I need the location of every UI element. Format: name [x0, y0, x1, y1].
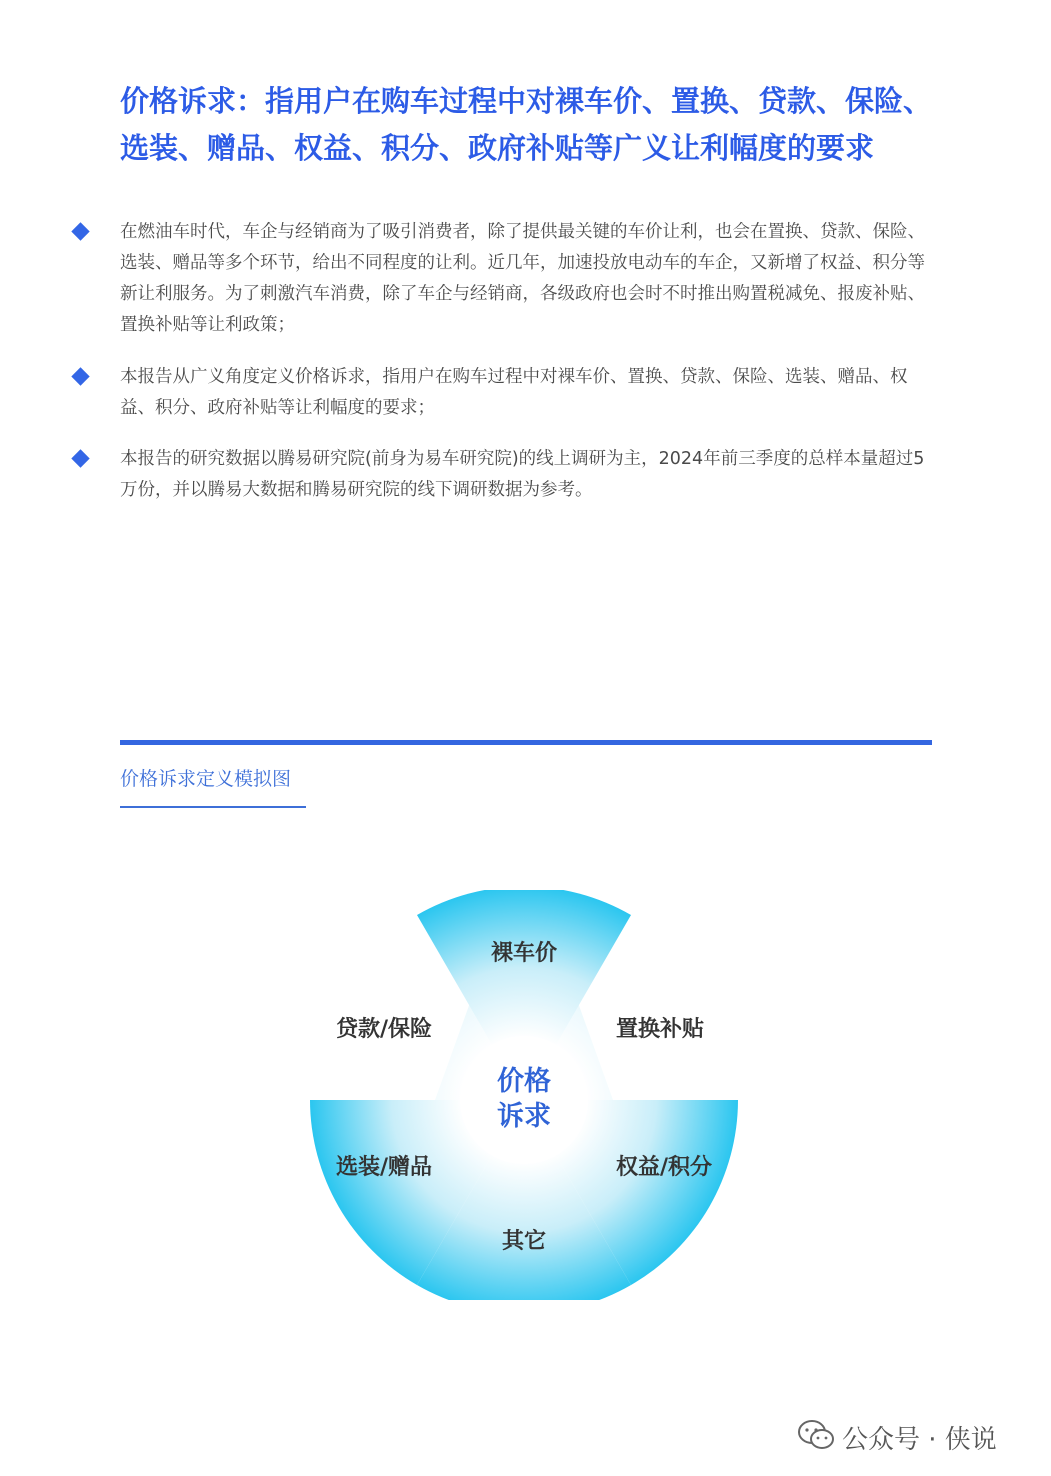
- figure-title-underline: [120, 806, 306, 808]
- page-headline: 价格诉求：指用户在购车过程中对裸车价、置换、贷款、保险、选装、赠品、权益、积分、政府补贴等广义让利幅度的要求: [120, 84, 933, 165]
- segment-label-lower-right: 权益/积分: [615, 1155, 713, 1180]
- section-divider: [120, 740, 932, 745]
- segment-label-upper-right: 置换补贴: [615, 1017, 705, 1042]
- diamond-bullet-icon: [71, 367, 89, 385]
- bullet-text: 本报告从广义角度定义价格诉求，指用户在购车过程中对裸车价、置换、贷款、保险、选装、赠品、权益、积分、政府补贴等让利幅度的要求；: [120, 367, 908, 418]
- bullet-text: 在燃油车时代，车企与经销商为了吸引消费者，除了提供最关键的车价让利，也会在置换、贷款、保险、选装、赠品等多个环节，给出不同程度的让利。近几年，加速投放电动车的车企，又新增了权益、积分等新让利服务。为了刺激汽车消费，除了车企与经销商，各级政府也会时不时推出购置税减免、报废补贴、置换补贴等让利政策；: [120, 222, 925, 335]
- price-demand-wheel: [300, 890, 750, 1300]
- segment-label-upper-left: 贷款/保险: [335, 1017, 433, 1042]
- segment-label-top: 裸车价: [490, 941, 558, 966]
- wechat-icon: [798, 1419, 834, 1451]
- wheel-diagram: [300, 890, 750, 1300]
- diamond-bullet-icon: [71, 449, 89, 467]
- bullet-text: 本报告的研究数据以腾易研究院(前身为易车研究院)的线上调研为主，2024年前三季度的总样本量超过5万份，并以腾易大数据和腾易研究院的线下调研数据为参考。: [120, 449, 925, 500]
- center-label-line1: 价格: [497, 1066, 551, 1097]
- watermark-text: 公众号 · 侠说: [842, 1425, 997, 1455]
- watermark: [798, 1413, 1028, 1459]
- center-label-line2: 诉求: [497, 1101, 551, 1132]
- figure-title: 价格诉求定义模拟图: [120, 768, 292, 790]
- segment-label-bottom: 其它: [501, 1229, 547, 1254]
- wheel-center: [460, 1036, 588, 1164]
- diamond-bullet-icon: [71, 222, 89, 240]
- segment-label-lower-left: 选装/赠品: [335, 1155, 433, 1180]
